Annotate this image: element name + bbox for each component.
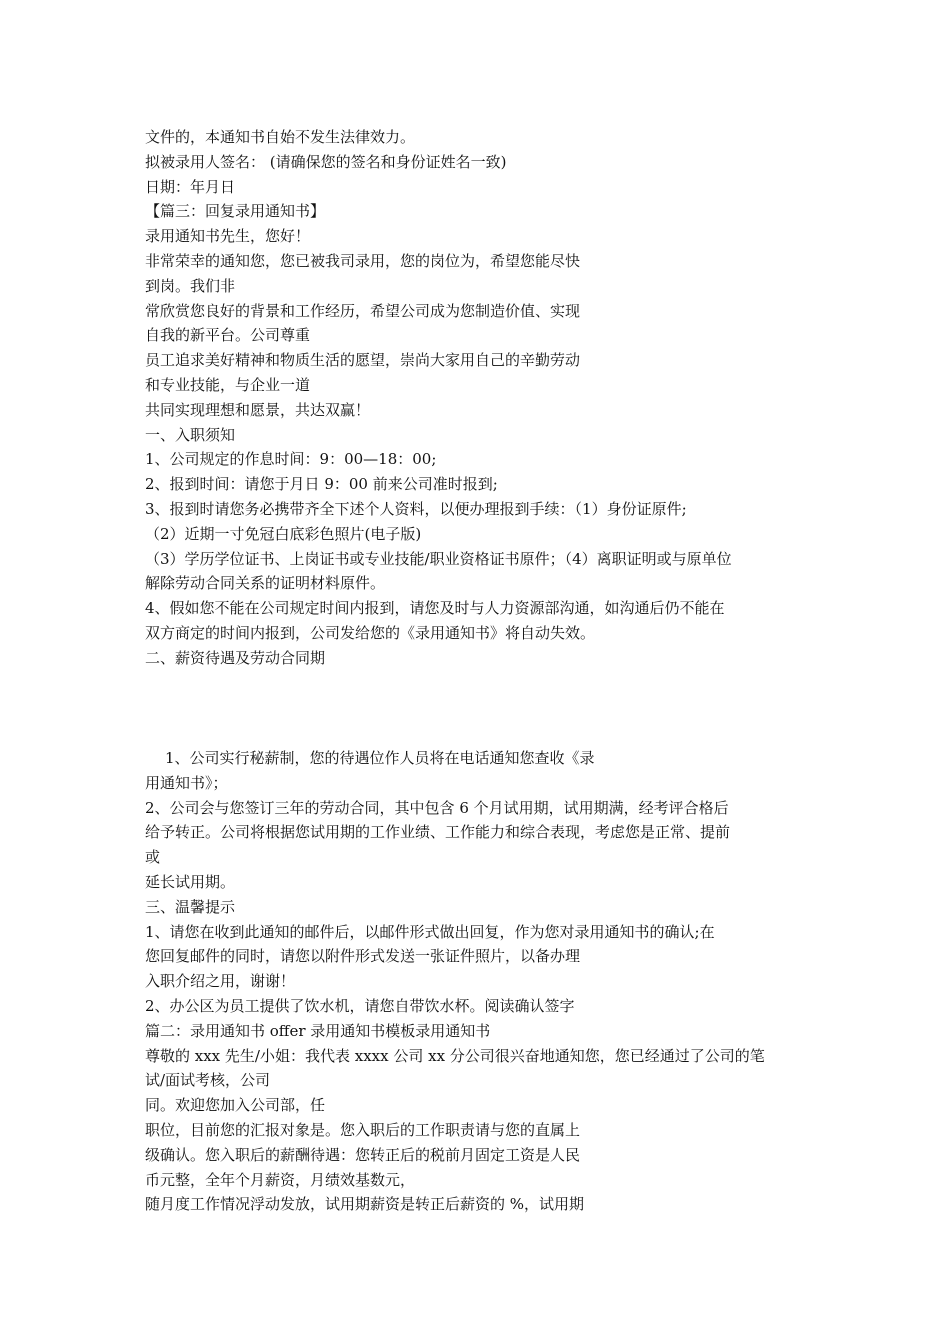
list-item: （2）近期一寸免冠白底彩色照片(电子版) <box>145 524 422 543</box>
list-item: （3）学历学位证书、上岗证书或专业技能/职业资格证书原件；（4）离职证明或与原单位 <box>145 549 732 568</box>
text-line: 文件的，本通知书自始不发生法律效力。 <box>145 128 416 146</box>
list-item: 4、假如您不能在公司规定时间内报到，请您及时与人力资源部沟通，如沟通后仍不能在 <box>145 599 725 618</box>
text-line: 双方商定的时间内报到，公司发给您的《录用通知书》将自动失效。 <box>145 623 596 642</box>
text-line: 币元整，全年个月薪资，月绩效基数元， <box>145 1170 416 1189</box>
text-line: 延长试用期。 <box>145 872 236 891</box>
section-heading: 【篇三：回复录用通知书】 <box>145 202 326 221</box>
list-item: 2、办公区为员工提供了饮水机，请您自带饮水杯。阅读确认签字 <box>145 996 575 1015</box>
list-item: 2、公司会与您签订三年的劳动合同，其中包含 6 个月试用期，试用期满，经考评合格后 <box>145 798 729 817</box>
document-text-block <box>145 746 825 1217</box>
text-line: 自我的新平台。公司尊重 <box>145 326 311 345</box>
text-line: 到岗。我们非 <box>145 276 236 295</box>
document-text-block <box>145 125 825 671</box>
text-line: 尊敬的 xxx 先生/小姐：我代表 xxxx 公司 xx 分公司很兴奋地通知您，您已经通过了公司的笔 <box>145 1046 765 1065</box>
text-line: 和专业技能，与企业一道 <box>145 375 311 394</box>
list-item: 1、请您在收到此通知的邮件后，以邮件形式做出回复，作为您对录用通知书的确认;在 <box>145 922 715 941</box>
text-line: 或 <box>145 848 161 867</box>
list-item: 3、报到时请您务必携带齐全下述个人资料，以便办理报到手续：（1）身份证原件; <box>145 499 687 518</box>
section-heading: 三、温馨提示 <box>145 897 236 916</box>
text-line: 共同实现理想和愿景，共达双赢！ <box>145 400 371 419</box>
text-line: 常欣赏您良好的背景和工作经历，希望公司成为您制造价值、实现 <box>145 301 581 320</box>
text-line: 用通知书》； <box>145 773 228 792</box>
list-item: 1、公司规定的作息时间：9：00—18：00; <box>145 450 437 469</box>
text-line: 同。欢迎您加入公司部，任 <box>145 1096 326 1115</box>
text-line: 级确认。您入职后的薪酬待遇：您转正后的税前月固定工资是人民 <box>145 1145 581 1164</box>
section-heading: 一、入职须知 <box>145 425 236 444</box>
text-line: 解除劳动合同关系的证明材料原件。 <box>145 574 386 593</box>
text-line: 试/面试考核，公司 <box>145 1071 271 1090</box>
section-heading: 篇二：录用通知书 offer 录用通知书模板录用通知书 <box>145 1021 491 1040</box>
text-line: 员工追求美好精神和物质生活的愿望，崇尚大家用自己的辛勤劳动 <box>145 351 581 370</box>
signature-line: 拟被录用人签名： (请确保您的签名和身份证姓名一致) <box>145 152 507 171</box>
text-line: 非常荣幸的通知您，您已被我司录用，您的岗位为，希望您能尽快 <box>145 251 581 270</box>
text-line: 您回复邮件的同时，请您以附件形式发送一张证件照片，以备办理 <box>145 947 581 966</box>
greeting-line: 录用通知书先生，您好！ <box>145 227 311 246</box>
section-heading: 二、薪资待遇及劳动合同期 <box>145 648 326 667</box>
text-line: 随月度工作情况浮动发放，试用期薪资是转正后薪资的 %，试用期 <box>145 1195 585 1214</box>
date-line: 日期：年月日 <box>145 177 236 196</box>
list-item: 1、公司实行秘薪制，您的待遇位作人员将在电话通知您查收《录 <box>165 749 595 767</box>
text-line: 入职介绍之用，谢谢！ <box>145 972 296 991</box>
text-line: 职位，目前您的汇报对象是。您入职后的工作职责请与您的直属上 <box>145 1120 581 1139</box>
text-line: 给予转正。公司将根据您试用期的工作业绩、工作能力和综合表现，考虑您是正常、提前 <box>145 823 731 842</box>
list-item: 2、报到时间：请您于月日 9：00 前来公司准时报到; <box>145 475 498 494</box>
